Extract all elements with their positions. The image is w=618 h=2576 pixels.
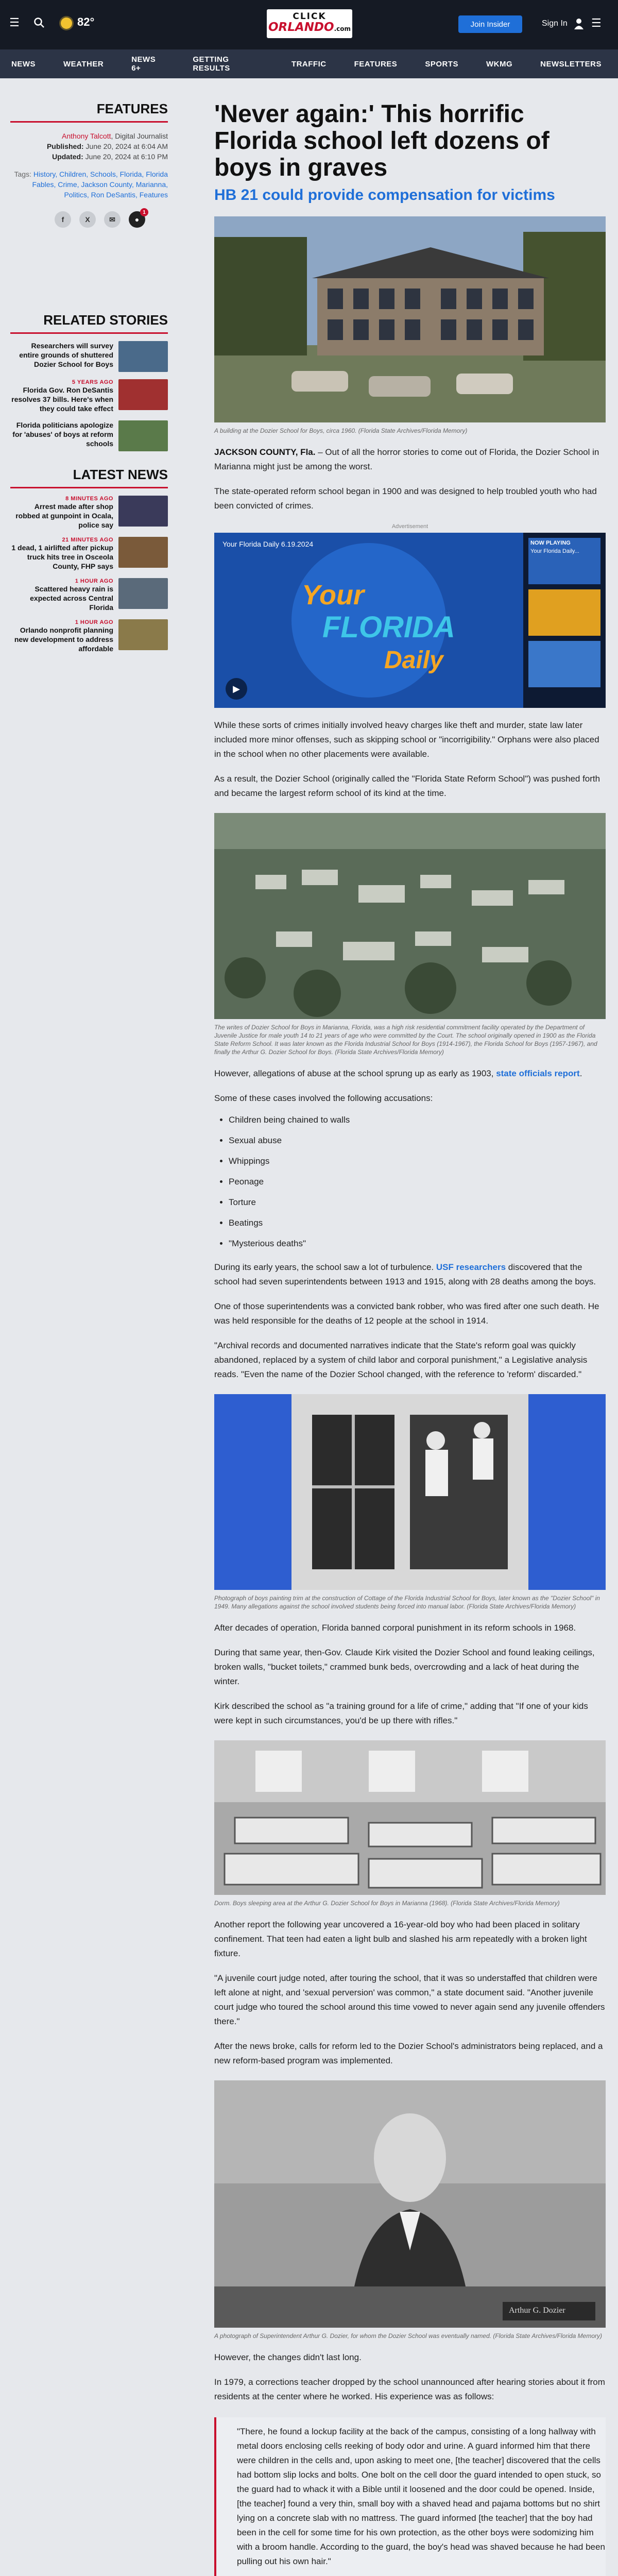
accusation-item: • "Mysterious deaths" (229, 1238, 606, 1250)
paragraph-10: After decades of operation, Florida banned corporal punishment in its reform schools in 1968. (214, 1623, 576, 1633)
latest-item[interactable] (10, 496, 168, 530)
dorm-photo[interactable] (214, 1740, 606, 1895)
latest-news-heading: LATEST NEWS (10, 467, 168, 488)
latest-item[interactable] (10, 578, 168, 612)
accusation-item: • Beatings (229, 1217, 606, 1229)
video-title: Your Florida Daily 6.19.2024 (222, 540, 314, 548)
article (214, 101, 606, 2576)
paragraph-3: While these sorts of crimes initially involved heavy charges like theft and murder, state law later included more minor offenses, such as skipping school or "incorrigibility." Orphans were also placed in the school when no other placements were available. (214, 720, 599, 759)
related-text (10, 379, 113, 413)
article-headline: 'Never again:' This horrific Florida school left dozens of boys in graves (214, 100, 550, 181)
video-logo-daily: Daily (384, 647, 443, 674)
facebook-icon[interactable]: f (55, 211, 71, 228)
top-bar (0, 0, 618, 49)
nav-item-getting-results[interactable]: GETTING RESULTS (193, 55, 230, 73)
published-label: Published: (46, 142, 84, 150)
boys-painting-photo[interactable] (214, 1394, 606, 1590)
related-item[interactable] (10, 420, 168, 451)
published-date: June 20, 2024 at 6:04 AM (85, 142, 168, 150)
nav-item-wkmg[interactable]: WKMG (486, 59, 513, 69)
paragraph-9: "Archival records and documented narratives indicate that the State's reform goal was quickly abandoned, replaced by a system of child labor and corporal punishment," a Legislative analysis reads. "Even the name of the Dozier School changed, with the reference to 'reform' discarded." (214, 1341, 588, 1379)
latest-thumbnail[interactable] (118, 578, 168, 609)
accusation-item: • Peonage (229, 1176, 606, 1188)
related-item[interactable] (10, 341, 168, 372)
comments-count: 1 (140, 208, 148, 216)
latest-text (10, 619, 113, 653)
video-player[interactable] (214, 533, 606, 708)
figure-school-building (214, 216, 606, 435)
nav-item-sports[interactable]: SPORTS (425, 59, 458, 69)
advertisement-label: Advertisement (391, 523, 428, 530)
caption-2: The writes of Dozier School for Boys in Marianna, Florida, was a high risk residential commitment facility operated by the Department of Juvenile Justice for male youth 14 to 21 years of age who were committed by the Court. The school originally opened in 1900 as the Florida State Reform School. It was later known as the Florida Industrial School for Boys (1914-1967), the Florida School for Boys (1957-1967), and finally the Arthur G. Dozier School for Boys. (Florida State Archives/Florida Memory) (214, 1024, 597, 1056)
play-icon[interactable]: ▶ (226, 678, 247, 700)
sun-icon[interactable] (61, 18, 72, 29)
video-side-sub: Your Florida Daily... (530, 548, 579, 554)
accusation-item: • Torture (229, 1196, 606, 1209)
site-logo[interactable] (267, 9, 352, 38)
nav-item-newsletters[interactable]: NEWSLETTERS (540, 59, 602, 69)
related-text (10, 420, 113, 448)
latest-item[interactable] (10, 619, 168, 653)
menu-icon[interactable]: ☰ (9, 16, 20, 29)
paragraph-7-pre: During its early years, the school saw a lot of turbulence. (214, 1262, 436, 1272)
nav-item-traffic[interactable]: TRAFFIC (291, 59, 327, 69)
latest-time: 8 MINUTES AGO (65, 496, 113, 502)
logo-line2-wrap (267, 22, 352, 35)
sidebar (10, 101, 168, 653)
paragraph-6: Some of these cases involved the following accusations: (214, 1093, 433, 1103)
accusation-item: • Whippings (229, 1155, 606, 1167)
nav-item-weather[interactable]: WEATHER (63, 59, 104, 69)
logo-line1: CLICK (293, 11, 327, 22)
school-building-photo[interactable] (214, 216, 606, 422)
paragraph-13: Another report the following year uncovered a 16-year-old boy who had been placed in solitary confinement. That teen had eaten a light bulb and slashed his arm repeatedly with a broken light fixture. (214, 1920, 587, 1958)
caption-5: A photograph of Superintendent Arthur G. Dozier, for whom the Dozier School was eventually named. (Florida State Archives/Florida Memory) (214, 2332, 603, 2340)
caption-1: A building at the Dozier School for Boys, circa 1960. (Florida State Archives/Florida Memory) (214, 427, 468, 434)
latest-text (10, 496, 113, 530)
caption-3: Photograph of boys painting trim at the construction of Cottage of the Florida Industrial School for Boys, later known as the "Dozier School" in 1949. Many allegations against the school involved students being forced into manual labor. (Florida State Archives/Florida Memory) (214, 1595, 600, 1610)
state-officials-link[interactable]: state officials report (496, 1069, 580, 1078)
latest-time: 21 MINUTES AGO (62, 537, 113, 543)
paragraph-5-post: . (579, 1069, 582, 1078)
accusation-item: • Sexual abuse (229, 1134, 606, 1147)
paragraph-7-post: discovered that the school had seven superintendents between 1913 and 1915, along with 28 deaths among the boys. (214, 1262, 596, 1286)
superintendent-photo-art (214, 2080, 606, 2328)
figure-painting (214, 1394, 606, 1611)
nameplate-text: Arthur G. Dozier (509, 2306, 565, 2315)
related-text (10, 341, 113, 369)
related-item[interactable] (10, 379, 168, 413)
search-icon[interactable] (32, 15, 46, 30)
figure-superintendent (214, 2080, 606, 2340)
figure-aerial (214, 813, 606, 1056)
paragraph-4: As a result, the Dozier School (originally called the "Florida State Reform School") was pushed forth and became the largest reform school of its kind at the time. (214, 774, 600, 798)
superintendent-photo[interactable] (214, 2080, 606, 2328)
latest-item[interactable] (10, 537, 168, 571)
paragraph-1-text: – Out of all the horror stories to come out of Florida, the Dozier School in Marianna might just be among the worst. (214, 447, 599, 471)
related-headline[interactable]: Florida Gov. Ron DeSantis resolves 37 bills. Here's when they could take effect (11, 386, 113, 413)
paragraph-2: The state-operated reform school began in 1900 and was designed to help troubled youth who had been convicted of crimes. (214, 486, 597, 511)
latest-time: 1 HOUR AGO (75, 619, 113, 625)
logo-line2: ORLANDO (268, 21, 334, 34)
video-side-label: NOW PLAYING (530, 540, 571, 546)
paragraph-8: One of those superintendents was a convicted bank robber, who was fired after one such death. He was held responsible for the deaths of 12 people at the school in 1914. (214, 1301, 599, 1326)
article-meta: Anthony Talcott, Digital Journalist Published: June 20, 2024 at 6:04 AM Updated: June 20, 2024 at 6:10 PM Tags: History, Children, Schools, Florida, Florida Fables, Crime, Jackson County, Marianna, Politics, Ron DeSantis, Features (14, 132, 168, 199)
nav-item-features[interactable]: FEATURES (354, 59, 398, 69)
paragraph-16: However, the changes didn't last long. (214, 2352, 362, 2362)
legislative-quote (214, 2417, 606, 2576)
latest-headline[interactable]: Orlando nonprofit planning new development to address affordable (14, 626, 113, 653)
article-subhead: HB 21 could provide compensation for victims (214, 187, 555, 204)
latest-time: 1 HOUR AGO (75, 578, 113, 584)
author-name[interactable]: Anthony Talcott (62, 132, 111, 140)
paragraph-11: During that same year, then-Gov. Claude Kirk visited the Dozier School and found leaking ceilings, broken walls, "bucket toilets," crammed bunk beds, overcrowding and a lack of heat during the winter. (214, 1648, 595, 1686)
logo-suffix: .com (334, 25, 351, 32)
nav-item-news[interactable]: NEWS (11, 59, 36, 69)
main-nav (0, 49, 618, 78)
sign-in-link[interactable]: Sign In (542, 19, 568, 28)
latest-thumbnail[interactable] (118, 537, 168, 568)
latest-headline[interactable]: Arrest made after shop robbed at gunpoint in Ocala, police say (15, 502, 113, 529)
latest-thumbnail[interactable] (118, 496, 168, 527)
paragraph-17: In 1979, a corrections teacher dropped by the school unannounced after hearing stories about it from residents at the center where he worked. His experience was as follows: (214, 2377, 605, 2401)
figure-dorm (214, 1740, 606, 1907)
updated-label: Updated: (52, 152, 83, 161)
accusation-item: • Children being chained to walls (229, 1114, 606, 1126)
nav-item-news-6[interactable]: NEWS 6+ (131, 55, 156, 73)
video-logo-your: Your (302, 580, 364, 611)
related-stories-heading: RELATED STORIES (10, 312, 168, 334)
paragraph-5-pre: However, allegations of abuse at the school sprung up as early as 1903, (214, 1069, 496, 1078)
dateline: JACKSON COUNTY, Fla. (214, 447, 316, 457)
latest-text (10, 537, 113, 571)
related-thumbnail[interactable] (118, 420, 168, 451)
latest-news-list (10, 496, 168, 653)
related-thumbnail[interactable] (118, 379, 168, 410)
temperature[interactable]: 82° (77, 15, 95, 28)
updated-date: June 20, 2024 at 6:10 PM (85, 152, 168, 161)
tags-label: Tags: (14, 170, 31, 178)
caption-4: Dorm. Boys sleeping area at the Arthur G. Dozier School for Boys in Marianna (1968). (Florida State Archives/Florida Memory) (214, 1900, 560, 1907)
aerial-campus-photo[interactable] (214, 813, 606, 1019)
join-insider-button[interactable]: Join Insider (458, 15, 522, 33)
related-headline[interactable]: Researchers will survey entire grounds of shuttered Dozier School for Boys (19, 342, 113, 368)
accusation-list (214, 1114, 606, 1250)
paragraph-5 (214, 1066, 606, 1081)
usf-researchers-link[interactable]: USF researchers (436, 1262, 506, 1272)
latest-headline[interactable]: 1 dead, 1 airlifted after pickup truck hits tree in Osceola County, FHP says (11, 544, 113, 570)
twitter-icon[interactable]: X (79, 211, 96, 228)
share-row (10, 211, 168, 228)
related-thumbnail[interactable] (118, 341, 168, 372)
latest-headline[interactable]: Scattered heavy rain is expected across Central Florida (30, 585, 113, 612)
account-menu-icon[interactable]: ☰ (591, 16, 602, 29)
author-role: Digital Journalist (115, 132, 168, 140)
related-time: 5 YEARS AGO (72, 379, 113, 385)
section-label: FEATURES (10, 101, 168, 123)
latest-text (10, 578, 113, 612)
tags-list[interactable]: History, Children, Schools, Florida, Florida Fables, Crime, Jackson County, Marianna, Politics, Ron DeSantis, Features (32, 170, 168, 199)
latest-thumbnail[interactable] (118, 619, 168, 650)
paragraph-12: Kirk described the school as "a training ground for a life of crime," adding that "If one of your kids were kept in such circumstances, you'd be up there with rifles." (214, 1701, 588, 1725)
paragraph-1 (214, 445, 606, 474)
email-icon[interactable]: ✉ (104, 211, 121, 228)
related-headline[interactable]: Florida politicians apologize for 'abuses' of boys at reform schools (12, 421, 113, 448)
paragraph-15: After the news broke, calls for reform led to the Dozier School's administrators being replaced, and a new reform-based program was implemented. (214, 2041, 603, 2065)
paragraph-14: "A juvenile court judge noted, after touring the school, that it was so understaffed that children were left alone at night, and 'sexual perversion' was common," a state document said. "Another juvenile court judge who toured the school around this time vowed to never again send any juvenile offenders there." (214, 1973, 605, 2026)
related-stories-list (10, 341, 168, 451)
user-icon[interactable] (574, 18, 584, 30)
comments-icon[interactable]: ● 1 (129, 211, 145, 228)
paragraph-7 (214, 1260, 606, 1289)
video-logo-florida: FLORIDA (322, 611, 455, 644)
quote-text: "There, he found a lockup facility at the back of the campus, consisting of a long hallway with metal doors enclosing cells reeking of body odor and urine. A guard informed him that there were children in the cells and, upon asking to meet one, [the teacher] discovered that the cells had bottom slip locks and bolts. One bolt on the cell door the guard intended to open stuck, so the guard had to whack it with a Bible until it loosened and the door could be opened. Inside, [the teacher] found a very thin, small boy with a shaved head and pajama bottoms but no shirt lying on a concrete slab with no mattress. The guard informed [the teacher] that the boy had been in the cell for some time for his own protection, as the other boys were sodomizing him with a broom handle. According to the guard, the boy's head was shaved because he had been pulling out his own hair." (237, 2427, 605, 2566)
